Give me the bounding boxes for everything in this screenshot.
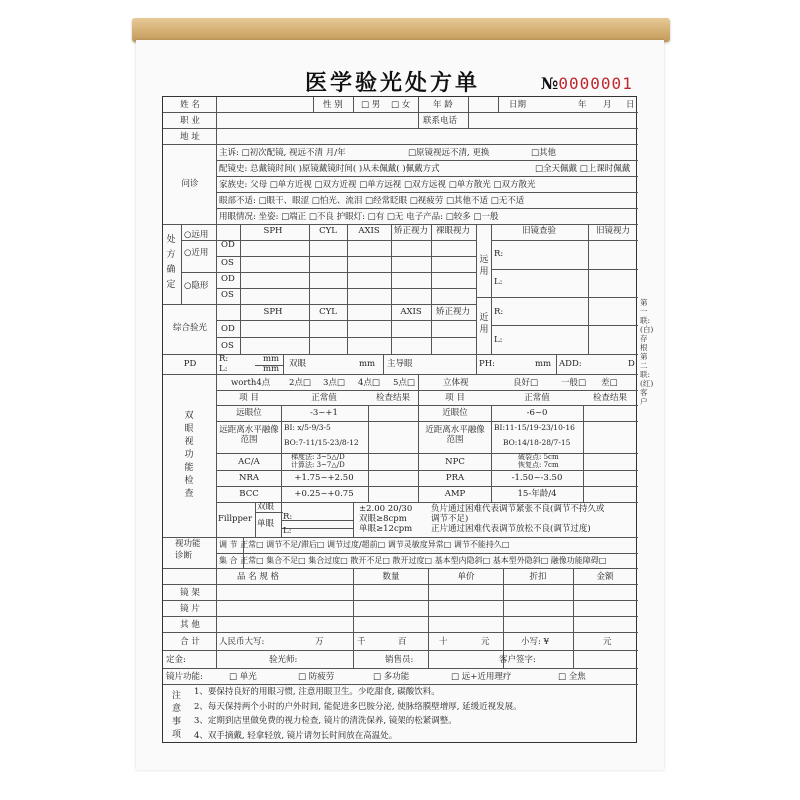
contact-option[interactable]: ○隐形 [184, 281, 209, 291]
day-label: 日 [626, 100, 635, 110]
frame-label: 镜 架 [180, 588, 200, 598]
corrected-header: 矫正视力 [393, 226, 429, 236]
left-item-4: BCC [239, 489, 259, 499]
lowercase-label: 小写: ¥ [521, 637, 549, 647]
multi-function-checkbox[interactable]: □ 多功能 [373, 672, 410, 682]
comp-corrected-header: 矫正视力 [435, 307, 471, 317]
right-item-4: AMP [444, 489, 466, 499]
old-glasses-header: 旧镜查验 [521, 226, 557, 236]
qian-label: 千 [357, 637, 366, 647]
stereo-good-checkbox[interactable]: 良好□ [513, 378, 539, 388]
near-option[interactable]: ○近用 [184, 248, 209, 258]
right-normal-header: 正常值 [524, 393, 550, 403]
comp-od-label: OD [221, 324, 235, 334]
flipper-note-2: 调节不足) [431, 514, 469, 524]
old-vision-header: 旧镜视力 [595, 226, 631, 236]
left-value-0: -3~+1 [310, 408, 338, 418]
left-item-3: NRA [239, 473, 259, 483]
diagnosis-label: 视功能诊断 [175, 539, 201, 561]
year-label: 年 [578, 100, 587, 110]
gender-label: 性 别 [323, 100, 343, 110]
history-text: 配镜史: 总戴镜时间( )原镜戴镜时间( )从未佩戴( )佩戴方式 [219, 164, 440, 174]
flipper-note-3: 正片通过困难代表调节放松不良(调节过度) [431, 524, 591, 534]
add-label: ADD: [559, 359, 582, 369]
right-item-3: PRA [445, 473, 465, 483]
right-item-0: 近眼位 [442, 408, 468, 418]
left-item-2: AC/A [238, 457, 260, 467]
naked-header: 裸眼视力 [435, 226, 471, 236]
stereo-normal-checkbox[interactable]: 一般□ [561, 378, 587, 388]
note-item: 3、定期到店里做免费的视力检查, 镜片的清洗保养, 镜架的松紧调整。 [194, 716, 457, 726]
flipper-note-1: 负片通过困难代表调节紧张不良(调节不持久或 [431, 504, 605, 514]
pd-both-label: 双眼 [289, 359, 307, 369]
cyl-header: CYL [319, 226, 337, 236]
od-label-2: OD [221, 274, 235, 284]
worth-5-checkbox[interactable]: 5点□ [393, 378, 415, 388]
usage-text: 用眼情况: 坐姿: □端正 □不良 护眼灯: □有 □无 电子产品: □较多 □一般 [219, 212, 499, 222]
flipper-single-label: 单眼 [257, 519, 275, 529]
left-value-3: +1.75~+2.50 [294, 473, 354, 483]
total-label: 合 计 [180, 637, 200, 647]
comp-axis-header: AXIS [400, 307, 422, 317]
ph-mm: mm [535, 359, 552, 369]
quantity-header: 数量 [382, 572, 400, 582]
old-l-far: L: [494, 277, 503, 287]
female-checkbox[interactable]: □ 女 [391, 100, 411, 110]
family-history-text: 家族史: 父母 □单方近视 □双方近视 □单方远视 □双方远视 □单方散光 □双方散光 [219, 180, 536, 190]
month-label: 月 [603, 100, 612, 110]
notes-list [194, 685, 522, 743]
ph-label: PH: [479, 359, 495, 369]
shi-label: 十 [439, 637, 448, 647]
pd-both-mm: mm [359, 359, 376, 369]
binocular-label: 双眼视功能检查 [184, 411, 194, 499]
note-item: 4、双手摘戴, 轻拿轻放, 镜片请勿长时间放在高温处。 [194, 730, 398, 741]
adjust-row: 调 节 正常□ 调节不足/滞后□ 调节过度/超前□ 调节灵敏度异常□ 调节不能持久□ [219, 540, 510, 549]
complaint-text: 主诉: □初次配镜, 视远不清 月/年 [219, 148, 346, 158]
left-item-1: 远距离水平融像范围 [219, 425, 279, 445]
prescription-label: 处方确定 [166, 235, 176, 290]
note-item: 1、要保持良好的用眼习惯, 注意用眼卫生。少吃甜食, 碳酸饮料。 [194, 687, 440, 697]
worth-4-checkbox[interactable]: 4点□ [358, 378, 380, 388]
yuan-label: 元 [481, 637, 490, 647]
left-result-header: 检查结果 [375, 393, 411, 403]
pd-l-label: L: [219, 364, 228, 374]
right-item-1: 近距离水平融像范围 [425, 425, 485, 445]
right-value-1: BI:11-15/19-23/10-16 [494, 423, 575, 432]
comprehensive-label: 综合验光 [172, 323, 208, 333]
pd-r-label: R: [219, 354, 229, 364]
right-value-2b: 恢复点: 7cm [518, 461, 559, 469]
left-value-1: BI: x/5-9/3-5 [284, 423, 331, 432]
left-normal-header: 正常值 [311, 393, 337, 403]
flipper-norm-2: 双眼≥8cpm [359, 514, 407, 524]
customer-sign-label: 客户签字: [499, 655, 536, 665]
lens-label: 镜 片 [180, 604, 200, 614]
amount-header: 金额 [596, 572, 614, 582]
sph-header: SPH [263, 226, 283, 236]
form-title: 医学验光处方单 [305, 70, 481, 96]
single-vision-checkbox[interactable]: □ 单光 [229, 672, 257, 682]
old-r-near: R: [494, 307, 504, 317]
history-text-2: □全天佩戴 □上课时佩戴 [535, 164, 631, 174]
notes-label: 注意事项 [172, 691, 182, 740]
right-item-2: NPC [445, 457, 465, 467]
anti-fatigue-checkbox[interactable]: □ 防疲劳 [298, 672, 335, 682]
flipper-l-label: L: [283, 526, 292, 536]
lens-function-label: 镜片功能: [166, 672, 203, 682]
right-value-1b: BO:14/18-28/7-15 [503, 438, 571, 447]
pd-r-mm: mm [263, 354, 280, 364]
deposit-label: 定金: [166, 655, 186, 665]
left-item-header: 项 目 [239, 393, 259, 403]
od-label-1: OD [221, 240, 235, 250]
worth-2-checkbox[interactable]: 2点□ [289, 378, 311, 388]
add-unit: D [628, 359, 635, 369]
product-name-header: 品 名 规 格 [236, 572, 280, 582]
left-value-4: +0.25~+0.75 [294, 489, 354, 499]
full-focus-checkbox[interactable]: □ 全焦 [558, 672, 586, 682]
pd-label: PD [183, 359, 197, 369]
copy-distribution-text: 第一联:(白)存根 第二联:(红)客户 [640, 298, 654, 406]
worth-label: worth4点 [231, 378, 271, 388]
old-r-far: R: [494, 249, 504, 259]
comp-sph-header: SPH [263, 307, 283, 317]
left-value-2: 梯度法: 3~5△/D [291, 453, 345, 461]
phone-label: 联系电话 [423, 116, 458, 126]
flipper-norm-1: ±2.00 20/30 [359, 504, 413, 514]
complaint-text-3: □其他 [531, 148, 557, 158]
right-result-header: 检查结果 [592, 393, 628, 403]
right-value-0: -6~0 [526, 408, 548, 418]
job-label: 职 业 [180, 116, 200, 126]
far-use-label: 远用 [479, 255, 489, 277]
prescription-form [162, 96, 637, 743]
flipper-norm-3: 单眼≥12cpm [359, 524, 413, 534]
comp-cyl-header: CYL [319, 307, 337, 317]
flipper-both-label: 双眼 [257, 502, 275, 512]
pd-l-mm: mm [263, 364, 280, 374]
left-item-0: 远眼位 [236, 408, 262, 418]
right-value-3: -1.50~-3.50 [511, 473, 563, 483]
discount-header: 折扣 [529, 572, 547, 582]
far-near-checkbox[interactable]: □ 远+近用理疗 [451, 672, 512, 682]
price-header: 单价 [457, 572, 475, 582]
note-item: 2、每天保持两个小时的户外时间, 能促进多巴胺分泌, 使脉络膜壁增厚, 延缓近视发展。 [194, 701, 522, 712]
rmb-uppercase-label: 人民币大写: [219, 637, 265, 647]
old-l-near: L: [494, 335, 503, 345]
axis-header: AXIS [358, 226, 380, 236]
bai-label: 百 [398, 637, 407, 647]
left-value-2b: 计算法: 3~7△/D [291, 461, 345, 469]
complaint-text-2: □原镜视远不清, 更换 [408, 148, 490, 158]
comp-os-label: OS [221, 341, 234, 351]
discomfort-text: 眼部不适: □眼干、眼涩 □怕光、流泪 □经常眨眼 □视疲劳 □其他不适 □无不适 [219, 196, 525, 206]
os-label-1: OS [221, 258, 234, 268]
male-checkbox[interactable]: □ 男 [361, 100, 381, 110]
address-label: 地 址 [180, 132, 200, 142]
wan-label: 万 [315, 637, 324, 647]
os-label-2: OS [221, 290, 234, 300]
right-value-2: 破裂点: 5cm [518, 453, 559, 461]
near-use-label: 近用 [479, 313, 489, 335]
name-label: 姓 名 [180, 100, 200, 110]
other-label: 其 他 [180, 620, 200, 630]
inquiry-label: 问诊 [181, 179, 199, 189]
worth-3-checkbox[interactable]: 3点□ [323, 378, 345, 388]
converge-row: 集 合 正常□ 集合不足□ 集合过度□ 散开不足□ 散开过度□ 基本型内隐斜□ 基本型外隐斜□ 融像功能障碍□ [219, 556, 607, 565]
left-value-1b: BO:7-11/15-23/8-12 [284, 438, 359, 447]
right-item-header: 项 目 [445, 393, 465, 403]
far-option[interactable]: ○远用 [184, 230, 209, 240]
pad-binding-strip [132, 18, 670, 42]
serial-number: №0000001 [541, 74, 633, 93]
age-label: 年 龄 [433, 100, 453, 110]
seller-label: 销售员: [385, 655, 414, 665]
optometrist-label: 验光师: [269, 655, 298, 665]
date-label: 日期 [509, 100, 527, 110]
stereo-poor-checkbox[interactable]: 差□ [601, 378, 618, 388]
dominant-eye-label: 主导眼 [387, 359, 413, 369]
right-value-4: 15-年龄/4 [517, 489, 557, 499]
flipper-r-label: R: [283, 512, 293, 522]
stereo-label: 立体视 [443, 378, 469, 388]
yuan-label-2: 元 [603, 637, 612, 647]
flipper-label: Fillpper [218, 514, 253, 524]
